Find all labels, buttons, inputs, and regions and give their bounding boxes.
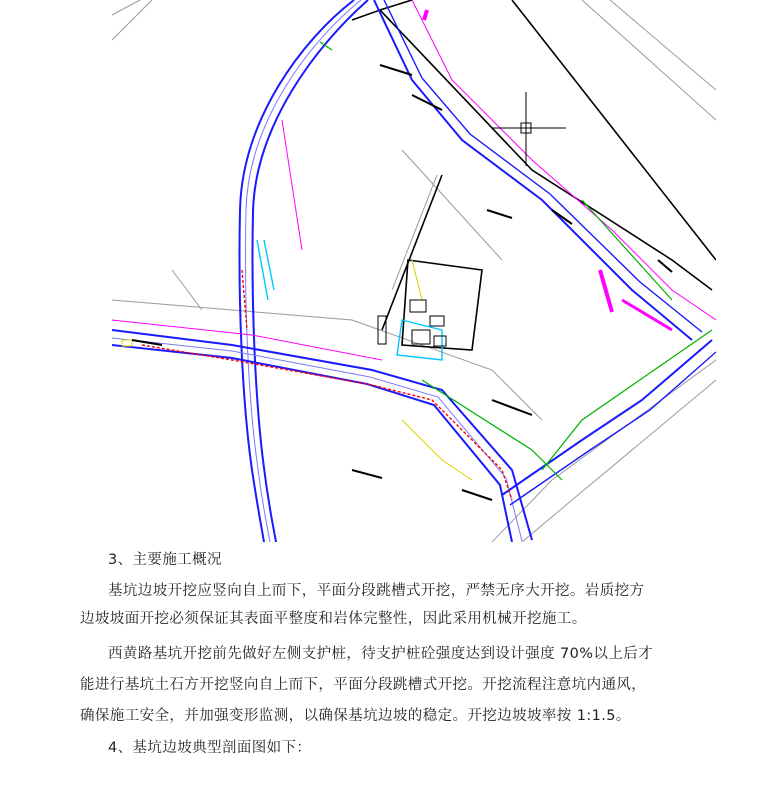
paragraph-2-line-1: 西黄路基坑开挖前先做好左侧支护桩，待支护桩砼强度达到设计强度 70%以上后才 — [108, 646, 654, 662]
section-heading-3: 3、主要施工概况 — [108, 552, 222, 568]
paragraph-1-line-2: 边坡坡面开挖必须保证其表面平整度和岩体完整性，因此采用机械开挖施工。 — [80, 611, 587, 627]
paragraph-1-line-1: 基坑边坡开挖应竖向自上而下，平面分段跳槽式开挖，严禁无序大开挖。岩质挖方 — [108, 583, 645, 599]
section-heading-4: 4、基坑边坡典型剖面图如下： — [108, 740, 312, 756]
paragraph-2-line-3: 确保施工安全，并加强变形监测，以确保基坑边坡的稳定。开挖边坡坡率按 1:1.5。 — [80, 708, 631, 724]
paragraph-2-line-2: 能进行基坑土石方开挖竖向自上而下，平面分段跳槽式开挖。开挖流程注意坑内通风， — [80, 677, 647, 693]
